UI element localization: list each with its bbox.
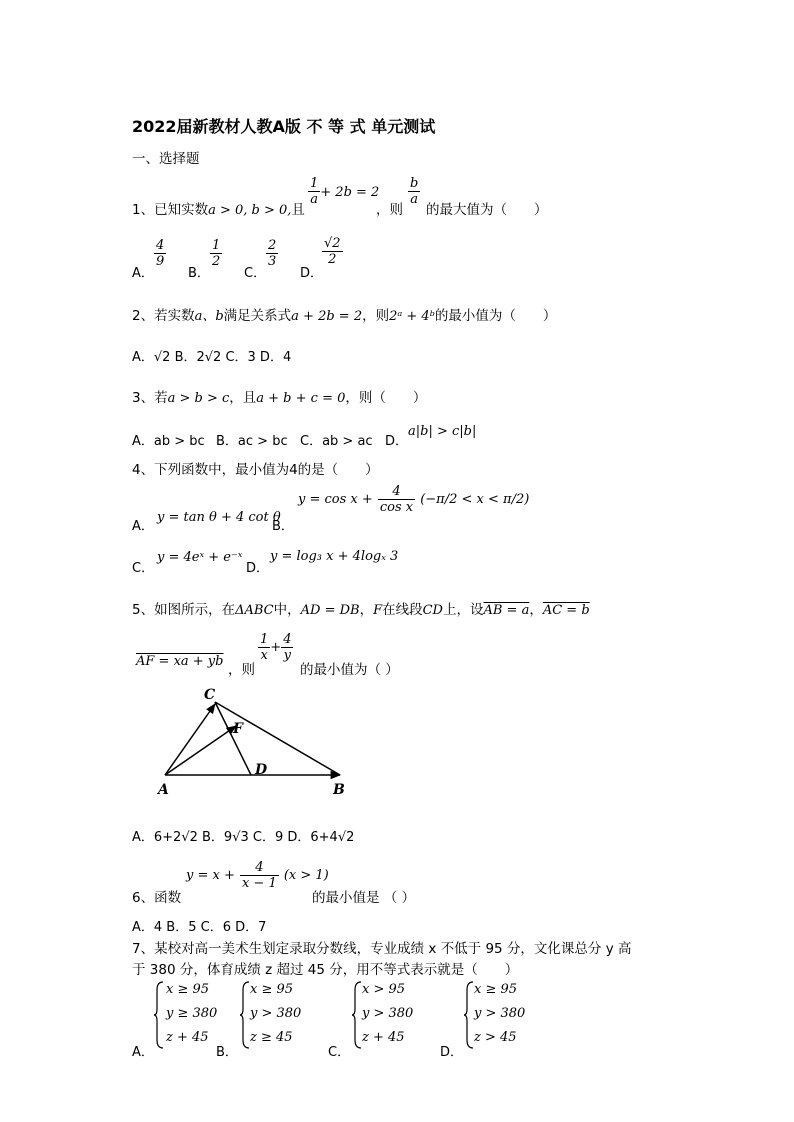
q5-sep: ， bbox=[359, 602, 374, 618]
vector-ac bbox=[165, 704, 215, 775]
q1-f-den: a bbox=[410, 192, 419, 207]
q3-option-b: B．ac > bc bbox=[216, 434, 288, 449]
q5-mid2: 在线段 bbox=[382, 602, 423, 618]
q1-option-a bbox=[154, 238, 166, 269]
label-a: A bbox=[158, 782, 169, 798]
q5-tri: ΔABC bbox=[235, 603, 274, 618]
q5-options: A．6+2√2 B．9√3 C．9 D．6+4√2 bbox=[132, 830, 355, 845]
q3-lead: 3、若 bbox=[132, 390, 168, 406]
q2-stem bbox=[132, 304, 556, 324]
q2-expr: a + 2b = 2 bbox=[291, 309, 363, 324]
q1-fraction bbox=[408, 176, 420, 207]
q7-option-c-label: C． bbox=[328, 1045, 351, 1060]
q2-vars: a、b bbox=[194, 309, 224, 324]
q7-option-b-label: B． bbox=[216, 1045, 238, 1060]
q6-ask: 的最小值是 （ ） bbox=[312, 890, 416, 906]
q7-c-row3: z + 45 bbox=[362, 1030, 405, 1045]
q3-option-a: A．ab > bc bbox=[132, 434, 205, 449]
page-title: 2022届新教材人教A版 不 等 式 单元测试 bbox=[132, 117, 436, 136]
q5-mid1: 中， bbox=[273, 602, 301, 618]
label-f: F bbox=[233, 721, 243, 737]
q7-b-row1: x ≥ 95 bbox=[250, 982, 294, 997]
q1-d-num: √2 bbox=[324, 236, 341, 251]
q1-b-num: 1 bbox=[212, 238, 221, 253]
q7-option-a-label: A． bbox=[132, 1045, 154, 1060]
q1-d-den: 2 bbox=[328, 252, 337, 267]
q4-b-expr1: y = cos x + bbox=[298, 492, 373, 507]
q5-af-expr: AF = xa + yb bbox=[136, 654, 224, 669]
q6-den: x − 1 bbox=[241, 876, 277, 891]
q7-a-row1: x ≥ 95 bbox=[166, 982, 210, 997]
q5-mid3: 上，设 bbox=[442, 602, 484, 618]
q6-num: 4 bbox=[240, 860, 279, 876]
q5-ask: 的最小值为（ ） bbox=[300, 662, 399, 678]
q7-option-d-brace bbox=[464, 980, 474, 1050]
q5-f: F bbox=[373, 603, 383, 618]
q1-option-a-label: A． bbox=[132, 266, 154, 281]
q7-option-b-brace bbox=[240, 980, 250, 1050]
q1-c-den: 3 bbox=[268, 254, 277, 269]
label-b: B bbox=[333, 782, 345, 798]
q4-option-b-label: B． bbox=[272, 519, 294, 534]
q1-f-num: b bbox=[410, 176, 419, 191]
q2-lead: 2、若实数 bbox=[132, 308, 195, 324]
q3-mid: ，且 bbox=[229, 390, 257, 406]
q2-target: 2ᵃ + 4ᵇ bbox=[389, 309, 435, 324]
q1-c-num: 2 bbox=[268, 238, 277, 253]
q5-cd: CD bbox=[422, 603, 443, 618]
q1-a-den: 9 bbox=[156, 254, 165, 269]
q1-a-num: 4 bbox=[156, 238, 165, 253]
section-heading: 一、选择题 bbox=[132, 151, 200, 167]
q7-option-a-brace bbox=[154, 980, 164, 1050]
q4-option-b-expr bbox=[298, 484, 529, 515]
q1-lead: 1、已知实数 bbox=[132, 202, 209, 218]
q3-ask: ，则（ ） bbox=[345, 390, 427, 406]
q6-options: A．4 B．5 C．6 D．7 bbox=[132, 920, 267, 935]
q1-then: ，则 bbox=[376, 202, 403, 218]
q5-ab: AB = a bbox=[483, 603, 530, 618]
q5-stem-line1 bbox=[132, 598, 590, 618]
q7-stem-line1: 7、某校对高一美术生划定录取分数线，专业成绩 x 不低于 95 分，文化课总分 y 高 bbox=[132, 941, 632, 957]
q2-options: A．√2 B．2√2 C．3 D．4 bbox=[132, 350, 292, 365]
q1-option-c bbox=[266, 238, 278, 269]
q5-eq1: AD = DB bbox=[300, 603, 360, 618]
q3-option-d-label: D． bbox=[385, 434, 409, 449]
q7-b-row3: z ≥ 45 bbox=[250, 1030, 293, 1045]
q7-d-row2: y > 380 bbox=[474, 1006, 526, 1021]
q1-option-d bbox=[322, 236, 343, 267]
q2-ask: 的最小值为（ ） bbox=[434, 308, 557, 324]
q4-option-a-label: A． bbox=[132, 519, 154, 534]
label-d: D bbox=[255, 762, 268, 778]
q1-option-c-label: C． bbox=[244, 266, 267, 281]
q7-option-c-brace bbox=[352, 980, 362, 1050]
q1-option-b bbox=[210, 238, 222, 269]
q4-option-c-expr: y = 4eˣ + e⁻ˣ bbox=[157, 550, 243, 565]
q7-stem-line2: 于 380 分，体育成绩 z 超过 45 分，用不等式表示就是（ ） bbox=[132, 962, 519, 978]
q5-d1: x bbox=[260, 648, 268, 663]
q7-c-row2: y > 380 bbox=[362, 1006, 414, 1021]
vector-af bbox=[165, 726, 236, 775]
q5-ac: AC = b bbox=[542, 603, 590, 618]
q4-option-c-label: C． bbox=[132, 561, 155, 576]
q5-n1: 1 bbox=[260, 632, 269, 647]
q7-d-row1: x ≥ 95 bbox=[474, 982, 518, 997]
q1-eq-num: 1 bbox=[310, 176, 319, 191]
q1-ask: 的最大值为（ ） bbox=[426, 202, 548, 218]
q1-mid: 且 bbox=[291, 202, 305, 218]
q5-lead: 5、如图所示，在 bbox=[132, 602, 236, 618]
q1-equation bbox=[308, 176, 379, 207]
q5-comma: ， bbox=[529, 602, 543, 618]
q3-option-c: C．ab > ac bbox=[300, 434, 373, 449]
q4-b-range: (−π/2 < x < π/2) bbox=[420, 492, 530, 507]
q7-d-row3: z > 45 bbox=[474, 1030, 517, 1045]
q5-then: ，则 bbox=[228, 662, 255, 678]
q3-c1: a > b > c bbox=[167, 391, 230, 406]
q7-a-row2: y ≥ 380 bbox=[166, 1006, 218, 1021]
q5-n2: 4 bbox=[283, 632, 292, 647]
q5-plus: + bbox=[270, 640, 282, 655]
q5-d2: y bbox=[283, 648, 291, 663]
q1-option-d-label: D． bbox=[300, 266, 324, 281]
q6-lead: 6、函数 bbox=[132, 890, 182, 906]
q1-b-den: 2 bbox=[212, 254, 221, 269]
q4-option-a-expr: y = tan θ + 4 cot θ bbox=[157, 510, 281, 525]
q1-eq-rest: + 2b = 2 bbox=[320, 185, 380, 200]
q2-mid: 满足关系式 bbox=[223, 308, 292, 324]
q6-expr1: y = x + bbox=[186, 868, 235, 883]
q1-eq-den: a bbox=[310, 192, 319, 207]
q7-option-d-label: D． bbox=[440, 1045, 464, 1060]
q4-b-den: cos x bbox=[379, 500, 414, 515]
q7-c-row1: x > 95 bbox=[362, 982, 406, 997]
q3-stem bbox=[132, 386, 426, 406]
q4-b-num: 4 bbox=[378, 484, 415, 500]
q6-function bbox=[186, 860, 329, 891]
q5-fraction-expr bbox=[258, 632, 293, 663]
q3-c2: a + b + c = 0 bbox=[256, 391, 346, 406]
q4-stem: 4、下列函数中，最小值为4的是（ ） bbox=[132, 462, 379, 478]
q1-stem bbox=[132, 198, 305, 218]
q3-option-d-expr: a|b| > c|b| bbox=[408, 424, 477, 439]
q1-condition: a > 0, b > 0, bbox=[208, 203, 292, 218]
q6-cond: (x > 1) bbox=[283, 868, 329, 883]
q1-option-b-label: B． bbox=[188, 266, 210, 281]
q5-triangle-figure bbox=[150, 680, 360, 805]
q7-a-row3: z + 45 bbox=[166, 1030, 209, 1045]
q7-b-row2: y > 380 bbox=[250, 1006, 302, 1021]
q4-option-d-label: D． bbox=[246, 561, 270, 576]
label-c: C bbox=[204, 687, 216, 703]
q4-option-d-expr: y = log₃ x + 4logₓ 3 bbox=[270, 549, 399, 564]
q2-then: ，则 bbox=[362, 308, 390, 324]
